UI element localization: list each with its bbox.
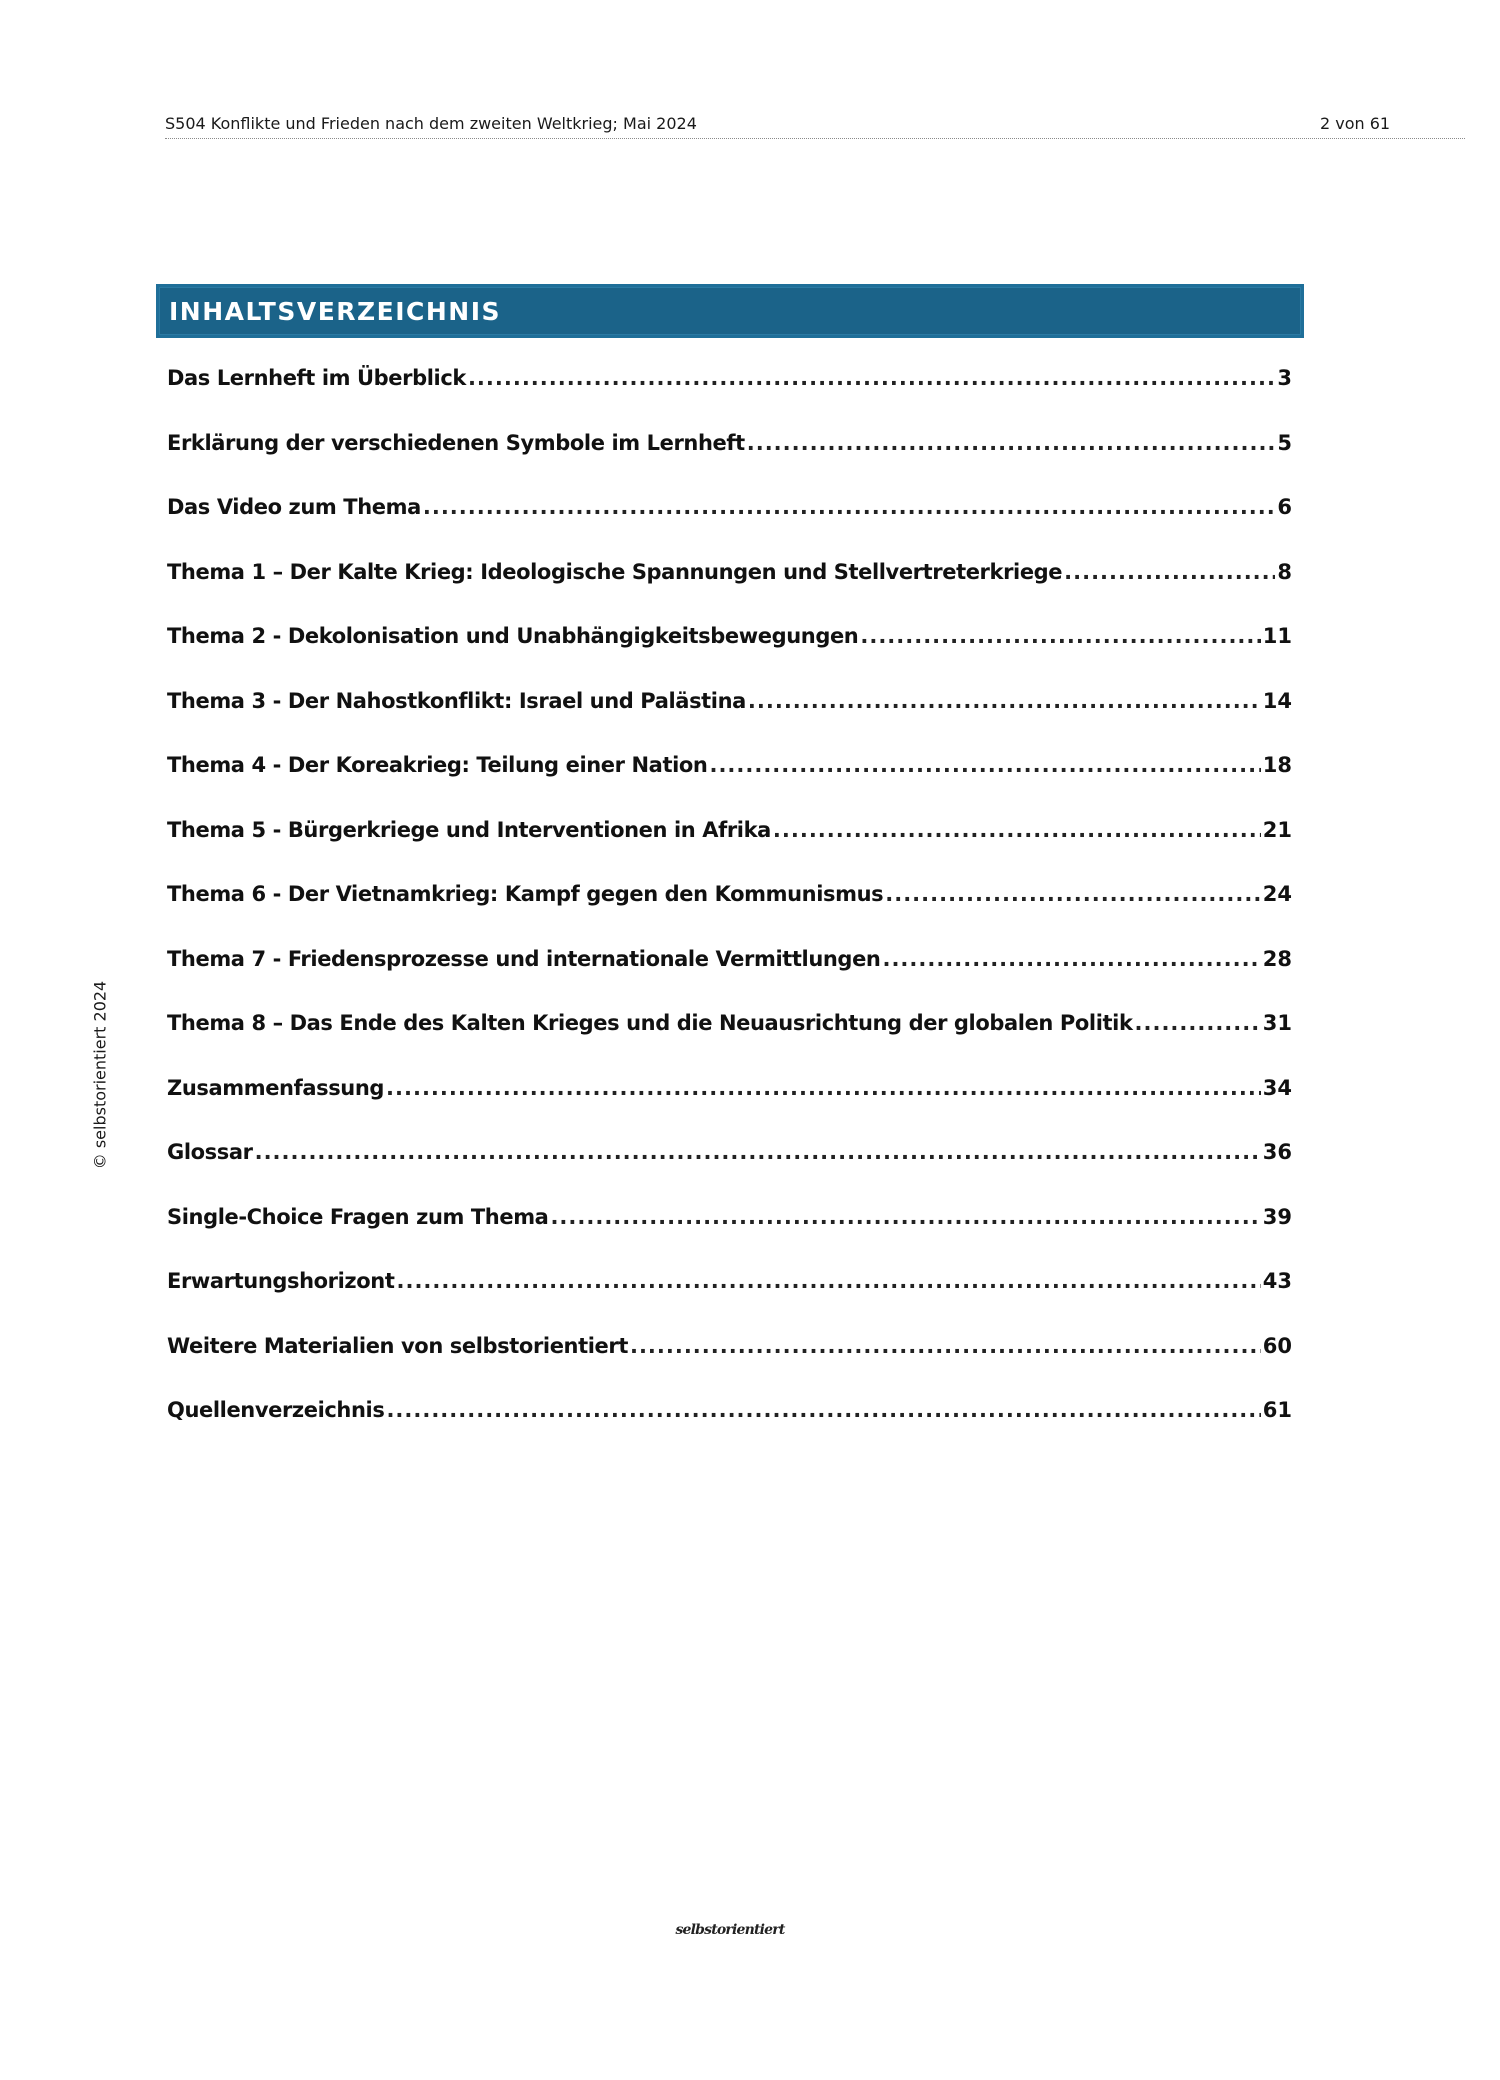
toc-dot-leader — [860, 624, 1260, 648]
page-header — [165, 112, 1465, 139]
toc-dot-leader — [747, 431, 1276, 455]
toc-entry[interactable] — [167, 947, 1292, 1012]
toc-entry[interactable] — [167, 1334, 1292, 1399]
toc-entry-page: 24 — [1262, 882, 1292, 906]
toc-entry-title: Thema 6 - Der Vietnamkrieg: Kampf gegen den Kommunismus — [167, 882, 884, 906]
toc-entry-page: 43 — [1262, 1269, 1292, 1293]
toc-dot-leader — [630, 1334, 1261, 1358]
toc-entry[interactable] — [167, 882, 1292, 947]
toc-entry-title: Thema 1 – Der Kalte Krieg: Ideologische Spannungen und Stellvertreterkriege — [167, 559, 1063, 584]
toc-entry-title: Single-Choice Fragen zum Thema — [167, 1204, 549, 1229]
toc-entry[interactable] — [167, 1205, 1292, 1270]
copyright-note: © selbstorientiert 2024 — [90, 980, 110, 1170]
toc-entry-page: 36 — [1262, 1140, 1292, 1164]
toc-entry-page: 3 — [1277, 366, 1292, 390]
toc-dot-leader — [885, 882, 1261, 906]
toc-entry[interactable] — [167, 689, 1292, 754]
toc-dot-leader — [550, 1205, 1260, 1229]
toc-entry-title: Weitere Materialien von selbstorientiert — [167, 1333, 628, 1358]
toc-list — [167, 366, 1292, 1463]
toc-entry[interactable] — [167, 366, 1292, 431]
toc-entry-page: 60 — [1262, 1333, 1292, 1358]
toc-entry-page: 34 — [1262, 1075, 1292, 1100]
toc-entry-page: 11 — [1262, 624, 1292, 648]
toc-dot-leader — [386, 1398, 1260, 1422]
toc-entry[interactable] — [167, 1398, 1292, 1463]
toc-dot-leader — [709, 753, 1260, 777]
toc-entry-page: 6 — [1277, 495, 1292, 519]
toc-entry-title: Quellenverzeichnis — [167, 1398, 385, 1422]
toc-dot-leader — [1064, 560, 1275, 584]
toc-entry[interactable] — [167, 1140, 1292, 1205]
toc-heading-label: INHALTSVERZEICHNIS — [169, 297, 502, 326]
toc-dot-leader — [255, 1140, 1261, 1164]
toc-entry[interactable] — [167, 753, 1292, 818]
page-number: 2 von 61 — [1320, 114, 1391, 133]
toc-dot-leader — [423, 495, 1276, 519]
toc-entry-page: 39 — [1262, 1204, 1292, 1229]
toc-entry[interactable] — [167, 431, 1292, 496]
toc-entry-page: 28 — [1262, 946, 1292, 971]
footer-logo: selbstorientiert — [675, 1922, 785, 1938]
toc-dot-leader — [882, 947, 1260, 971]
toc-entry-title: Erklärung der verschiedenen Symbole im Lernheft — [167, 430, 745, 455]
toc-entry-title: Thema 8 – Das Ende des Kalten Krieges und die Neuausrichtung der globalen Politik — [167, 1011, 1133, 1035]
toc-dot-leader — [773, 818, 1261, 842]
toc-entry-title: Thema 7 - Friedensprozesse und internationale Vermittlungen — [167, 946, 881, 971]
toc-entry[interactable] — [167, 560, 1292, 625]
toc-entry-title: Thema 5 - Bürgerkriege und Interventionen in Afrika — [167, 817, 771, 842]
toc-dot-leader — [468, 366, 1275, 390]
toc-entry-title: Das Lernheft im Überblick — [167, 366, 466, 390]
toc-entry-page: 61 — [1262, 1398, 1292, 1422]
toc-entry-title: Erwartungshorizont — [167, 1269, 395, 1293]
toc-dot-leader — [748, 689, 1261, 713]
toc-entry[interactable] — [167, 818, 1292, 883]
toc-entry[interactable] — [167, 495, 1292, 560]
document-title: S504 Konflikte und Frieden nach dem zweiten Weltkrieg; Mai 2024 — [165, 114, 697, 133]
toc-entry-title: Glossar — [167, 1140, 253, 1164]
toc-entry-title: Zusammenfassung — [167, 1075, 385, 1100]
toc-entry-title: Thema 2 - Dekolonisation und Unabhängigkeitsbewegungen — [167, 624, 859, 648]
toc-entry-title: Das Video zum Thema — [167, 495, 421, 519]
toc-entry[interactable] — [167, 1076, 1292, 1141]
toc-entry-page: 21 — [1262, 817, 1292, 842]
toc-entry-page: 5 — [1277, 430, 1292, 455]
toc-entry-page: 14 — [1262, 688, 1292, 713]
toc-heading — [156, 284, 1304, 338]
toc-dot-leader — [1135, 1011, 1261, 1035]
toc-entry-page: 18 — [1262, 753, 1292, 777]
toc-entry-page: 31 — [1262, 1011, 1292, 1035]
toc-entry-title: Thema 3 - Der Nahostkonflikt: Israel und Palästina — [167, 688, 746, 713]
toc-entry-title: Thema 4 - Der Koreakrieg: Teilung einer Nation — [167, 753, 708, 777]
toc-entry[interactable] — [167, 1269, 1292, 1334]
toc-entry-page: 8 — [1277, 559, 1292, 584]
toc-entry[interactable] — [167, 624, 1292, 689]
toc-dot-leader — [386, 1076, 1261, 1100]
toc-entry[interactable] — [167, 1011, 1292, 1076]
toc-dot-leader — [396, 1269, 1260, 1293]
